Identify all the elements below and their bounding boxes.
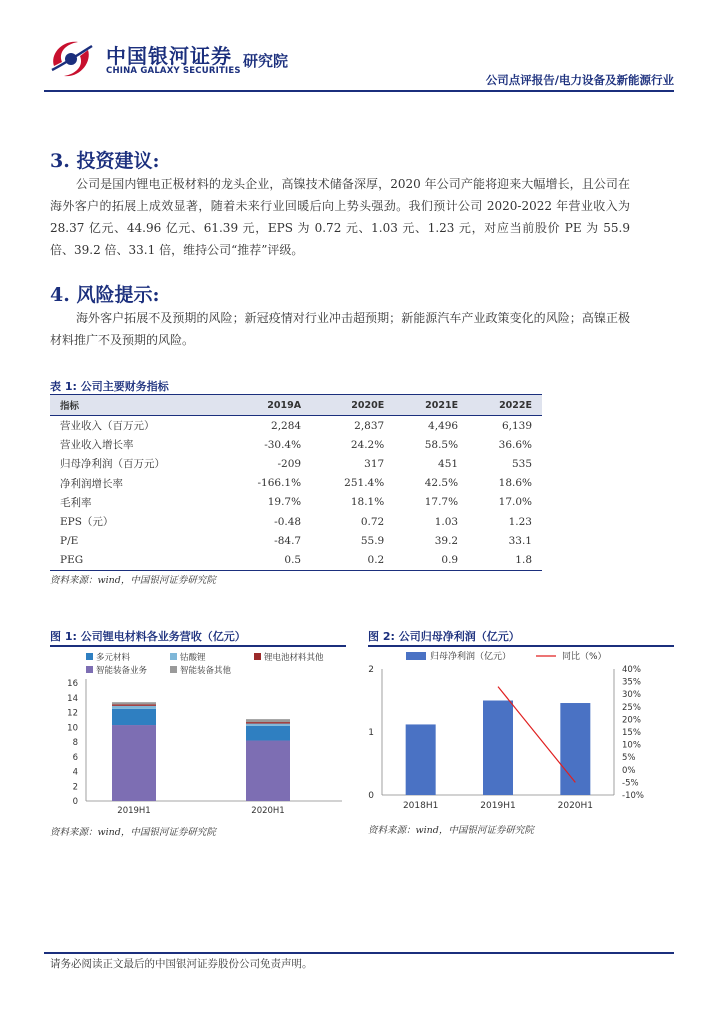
y-tick-label-right: 20%: [622, 715, 641, 726]
report-category: 公司点评报告/电力设备及新能源行业: [485, 73, 674, 87]
table-cell: 39.2: [434, 534, 459, 547]
table-cell: 0.5: [223, 550, 311, 570]
y-tick-label-left: 2: [368, 665, 374, 675]
investment-paragraph: 公司是国内锂电正极材料的龙头企业，高镍技术储备深厚，2020 年公司产能将迎来大幅增长，且公司在海外客户的拓展上成效显著，随着未来行业回暖后向上势头强劲。我们预计公司 2020-2022 年营业收入为 28.37 亿元、44.96 亿元、61.39 元，EPS 为 0.72 元、1.03 元、1.23 元，对应当前股价 PE 为 55.9 倍、39.2 倍、33.1 倍，维持公司“推荐”评级。: [50, 177, 630, 257]
row-label: EPS（元）: [60, 516, 114, 529]
legend-label: 锂电池材料其他: [264, 653, 324, 663]
legend-label: 智能装备业务: [96, 666, 148, 676]
table-cell: 0.72: [360, 515, 385, 528]
y-tick-label: 2: [72, 782, 78, 793]
table-cell: 24.2%: [350, 438, 385, 451]
row-label: PEG: [50, 550, 223, 570]
figure2-title: 图 2: 公司归母净利润（亿元）: [368, 630, 520, 643]
table-title: 表 1: 公司主要财务指标: [50, 380, 169, 393]
table-cell: 17.7%: [424, 496, 459, 509]
table-cell: 42.5%: [424, 477, 459, 490]
legend-swatch: [254, 653, 261, 660]
y-tick-label: 0: [72, 797, 78, 807]
table-cell: 17.0%: [498, 496, 532, 509]
table-cell: -84.7: [274, 534, 302, 547]
table-cell: 1.03: [434, 515, 459, 528]
y-tick-label-left: 0: [368, 791, 374, 801]
y-tick-label-right: 15%: [622, 728, 641, 738]
figure1-chart: [50, 647, 348, 819]
table-row: [50, 512, 542, 531]
table-cell: 2,837: [354, 419, 385, 432]
brand-name-cn: 中国银河证券: [106, 44, 232, 68]
section-heading-investment: 3. 投资建议:: [50, 150, 160, 172]
table-cell: 317: [364, 457, 385, 470]
row-label: P/E: [60, 534, 79, 547]
table-cell: 33.1: [508, 534, 532, 547]
table-row: [50, 416, 542, 436]
table-row: [50, 493, 542, 512]
legend-label: 同比（%）: [562, 652, 607, 662]
y-tick-label-right: 25%: [622, 702, 641, 713]
table-cell: -209: [277, 457, 302, 470]
table-cell: 36.6%: [498, 438, 532, 451]
figure1-source: 资料来源：wind，中国银河证券研究院: [50, 827, 216, 838]
figure1-title: 图 1: 公司锂电材料各业务营收（亿元）: [50, 630, 246, 643]
row-label: 营业收入增长率: [60, 439, 134, 452]
legend-label: 归母净利润（亿元）: [430, 652, 512, 662]
table-cell: 451: [438, 457, 459, 470]
y-tick-label-left: 1: [368, 728, 374, 738]
y-tick-label: 8: [72, 738, 78, 748]
table-cell: 4,496: [428, 419, 459, 432]
legend-swatch: [170, 653, 177, 660]
table-row: [50, 474, 542, 493]
bar: [483, 701, 513, 796]
y-tick-label: 10: [67, 723, 78, 734]
col-header: 指标: [50, 395, 223, 416]
y-tick-label: 6: [72, 752, 78, 763]
x-tick-label: 2019H1: [117, 806, 151, 816]
legend-swatch: [170, 666, 177, 673]
table-row: [50, 454, 542, 473]
y-tick-label: 4: [72, 767, 78, 778]
x-tick-label: 2018H1: [402, 801, 439, 811]
table-row: [50, 531, 542, 550]
legend-swatch: [406, 652, 426, 660]
row-label: 归母净利润（百万元）: [60, 458, 165, 471]
bar-segment: [246, 722, 290, 723]
y-tick-label: 12: [67, 708, 78, 719]
footer-disclaimer: 请务必阅读正文最后的中国银河证券股份公司免责声明。: [50, 958, 313, 970]
y-tick-label-right: -5%: [622, 778, 639, 789]
table-cell: 0.2: [311, 550, 394, 570]
bar-segment: [246, 741, 290, 801]
y-tick-label-right: -10%: [622, 791, 644, 801]
bar-segment: [112, 706, 156, 709]
bar-segment: [112, 704, 156, 705]
row-label: 营业收入（百万元）: [60, 420, 155, 433]
legend-swatch: [86, 653, 93, 660]
table-header-row: [50, 395, 542, 416]
table-cell: -166.1%: [257, 477, 302, 490]
legend-label: 钴酸锂: [180, 653, 206, 663]
header-divider: [44, 90, 674, 92]
table-source: 资料来源：wind，中国银河证券研究院: [50, 575, 216, 586]
col-header: 2020E: [311, 395, 394, 416]
bar-segment: [246, 726, 290, 741]
y-tick-label: 16: [67, 679, 78, 689]
bar-segment: [246, 719, 290, 722]
y-tick-label-right: 40%: [622, 665, 641, 675]
financial-table: [50, 394, 542, 571]
galaxy-logo-icon: [46, 36, 96, 82]
table-cell: 1.8: [468, 550, 542, 570]
bar-segment: [112, 702, 156, 704]
bar-segment: [246, 724, 290, 726]
table-cell: 58.5%: [424, 438, 459, 451]
brand-name-en: CHINA GALAXY SECURITIES: [106, 66, 241, 76]
y-tick-label-right: 0%: [622, 765, 636, 776]
table-cell: 18.6%: [498, 477, 532, 490]
y-tick-label-right: 10%: [622, 740, 641, 751]
table-row: [50, 435, 542, 454]
table-cell: 6,139: [501, 419, 532, 432]
col-header: 2021E: [394, 395, 468, 416]
table-cell: 18.1%: [350, 496, 385, 509]
x-tick-label: 2020H1: [251, 806, 285, 816]
bar-segment: [112, 725, 156, 801]
bar-segment: [112, 709, 156, 725]
y-tick-label-right: 5%: [622, 753, 636, 764]
col-header: 2022E: [468, 395, 542, 416]
y-tick-label-right: 30%: [622, 690, 641, 701]
table-cell: 535: [511, 457, 532, 470]
table-cell: 0.9: [394, 550, 468, 570]
bar: [560, 703, 590, 795]
footer-divider: [44, 952, 674, 954]
risk-paragraph: 海外客户拓展不及预期的风险；新冠疫情对行业冲击超预期；新能源汽车产业政策变化的风险；高镍正极材料推广不及预期的风险。: [50, 311, 630, 347]
figure2-chart: [356, 647, 674, 819]
section-heading-risk: 4. 风险提示:: [50, 284, 160, 306]
bar: [406, 724, 436, 795]
table-cell: 2,284: [271, 419, 302, 432]
figure2-source: 资料来源：wind，中国银河证券研究院: [368, 825, 534, 836]
x-tick-label: 2019H1: [480, 801, 516, 811]
legend-label: 多元材料: [96, 653, 131, 663]
legend-swatch: [86, 666, 93, 673]
y-tick-label: 14: [67, 693, 78, 704]
table-cell: 19.7%: [267, 496, 302, 509]
table-cell: 1.23: [508, 515, 532, 528]
y-tick-label-right: 35%: [622, 677, 641, 688]
row-label: 净利润增长率: [60, 477, 123, 490]
table-cell: 251.4%: [344, 477, 385, 490]
institute-label: 研究院: [243, 52, 289, 70]
col-header: 2019A: [223, 395, 311, 416]
table-cell: -0.48: [274, 515, 302, 528]
table-cell: -30.4%: [264, 438, 302, 451]
table-cell: 55.9: [360, 534, 385, 547]
row-label: 毛利率: [60, 496, 92, 509]
legend-label: 智能装备其他: [180, 666, 232, 676]
x-tick-label: 2020H1: [557, 801, 594, 811]
table-row: [50, 550, 542, 570]
